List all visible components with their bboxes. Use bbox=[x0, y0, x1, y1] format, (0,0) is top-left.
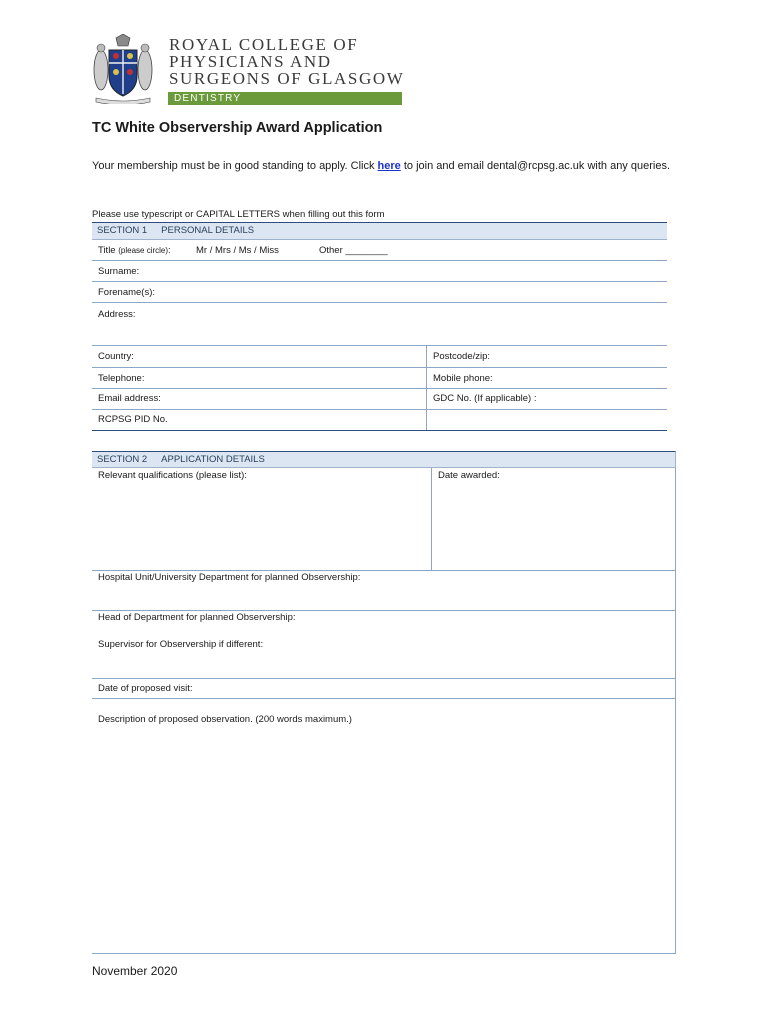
row-divider bbox=[92, 345, 667, 346]
address-label: Address: bbox=[98, 309, 136, 320]
form-instruction: Please use typescript or CAPITAL LETTERS when filling out this form bbox=[92, 209, 385, 220]
row-divider bbox=[92, 698, 676, 699]
column-divider bbox=[426, 345, 427, 430]
college-logo bbox=[92, 30, 404, 106]
title-options[interactable]: Mr / Mrs / Ms / Miss bbox=[196, 245, 279, 256]
form-right-border bbox=[675, 468, 676, 954]
forename-label: Forename(s): bbox=[98, 287, 156, 298]
head-of-department-label: Head of Department for planned Observership: bbox=[98, 612, 296, 623]
column-divider bbox=[431, 468, 432, 570]
title-label bbox=[98, 245, 171, 256]
surname-label: Surname: bbox=[98, 266, 140, 277]
section1-header bbox=[92, 222, 667, 240]
title-hint: (please circle) bbox=[118, 246, 169, 255]
qualifications-label: Relevant qualifications (please list): bbox=[98, 470, 247, 481]
date-of-visit-label: Date of proposed visit: bbox=[98, 683, 193, 694]
row-divider bbox=[92, 388, 667, 389]
org-name bbox=[169, 36, 409, 87]
row-divider bbox=[92, 570, 676, 571]
intro-text-part: to join and email dental@rcpsg.ac.uk with any queries. bbox=[400, 160, 670, 172]
pid-label: RCPSG PID No. bbox=[98, 414, 168, 425]
row-divider bbox=[92, 302, 667, 303]
supervisor-label: Supervisor for Observership if different: bbox=[98, 639, 264, 650]
postcode-label: Postcode/zip: bbox=[433, 351, 491, 362]
section1-number: SECTION 1 bbox=[97, 225, 148, 236]
coat-of-arms-icon bbox=[92, 34, 154, 104]
section2-name: APPLICATION DETAILS bbox=[161, 454, 265, 465]
dept-banner: DENTISTRY bbox=[168, 92, 402, 105]
footer-date: November 2020 bbox=[92, 964, 178, 978]
hospital-label: Hospital Unit/University Department for planned Observership: bbox=[98, 572, 361, 583]
mobile-label: Mobile phone: bbox=[433, 373, 493, 384]
title-other-field[interactable]: Other ________ bbox=[319, 245, 388, 256]
title-colon: : bbox=[168, 245, 171, 256]
intro-text-part: Your membership must be in good standing to apply. Click bbox=[92, 160, 378, 172]
email-label: Email address: bbox=[98, 393, 161, 404]
section2-number: SECTION 2 bbox=[97, 454, 148, 465]
row-divider bbox=[92, 409, 667, 410]
telephone-label: Telephone: bbox=[98, 373, 145, 384]
section1-name: PERSONAL DETAILS bbox=[161, 225, 255, 236]
date-awarded-label: Date awarded: bbox=[438, 470, 500, 481]
section1-bottom-rule bbox=[92, 430, 667, 431]
join-link[interactable]: here bbox=[377, 160, 401, 172]
description-label: Description of proposed observation. (200 words maximum.) bbox=[98, 714, 352, 725]
org-name-line: PHYSICIANS AND bbox=[169, 52, 332, 71]
intro-text bbox=[92, 158, 682, 175]
org-name-line: SURGEONS OF GLASGOW bbox=[169, 69, 405, 88]
country-label: Country: bbox=[98, 351, 134, 362]
row-divider bbox=[92, 367, 667, 368]
org-name-line: ROYAL COLLEGE OF bbox=[169, 35, 359, 54]
form-bottom-rule bbox=[92, 953, 676, 954]
row-divider bbox=[92, 678, 676, 679]
title-label-text: Title bbox=[98, 245, 116, 256]
row-divider bbox=[92, 260, 667, 261]
row-divider bbox=[92, 610, 676, 611]
gdc-label: GDC No. (If applicable) : bbox=[433, 393, 537, 404]
section2-header bbox=[92, 451, 676, 468]
row-divider bbox=[92, 281, 667, 282]
form-title: TC White Observership Award Application bbox=[92, 120, 383, 136]
